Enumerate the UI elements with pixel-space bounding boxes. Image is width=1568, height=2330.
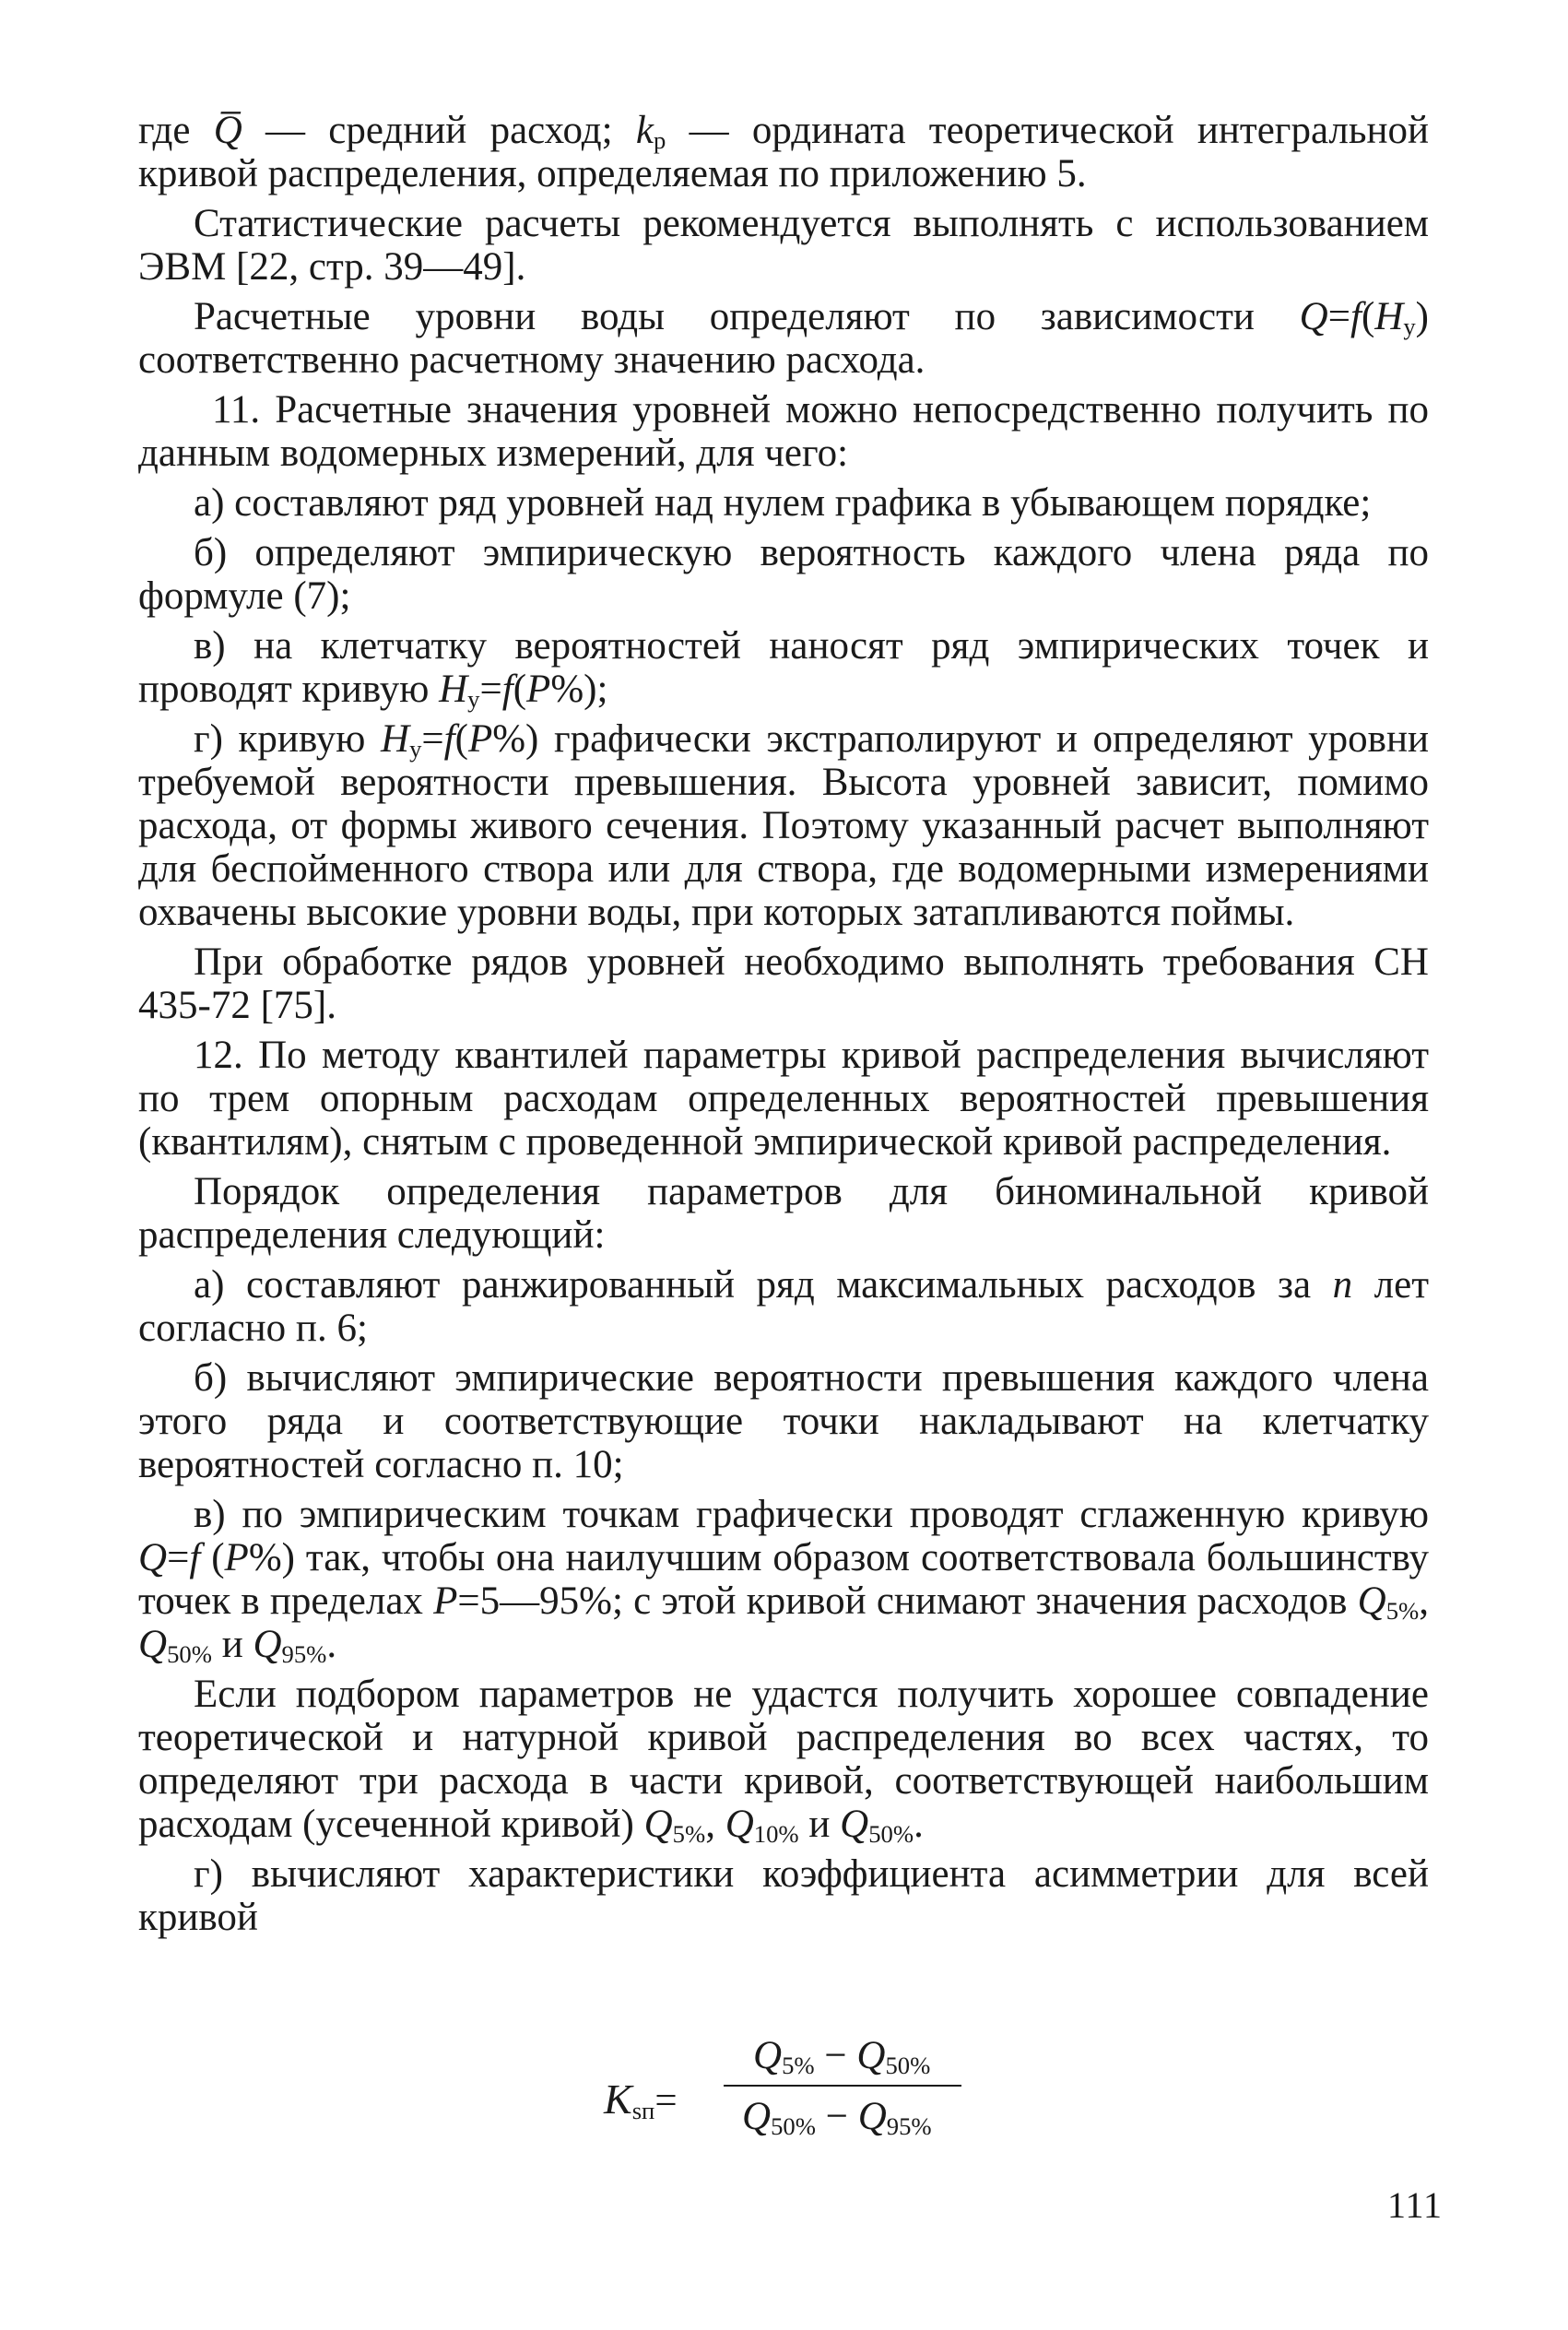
skewness-formula (604, 2033, 991, 2171)
paragraph-p11: Порядок определения параметров для биноминальной кривой распределения следующий: (138, 1170, 1429, 1257)
page-number: 111 (1387, 2184, 1444, 2226)
paragraph-p8: г) кривую $H_у=f(P\%)$ графически экстраполируют и определяют уровни требуемой вероятности превышения. Высота уровней зависит, помимо расхода, от формы живого сечения. Поэтому указанный расчет выполняют для беспойменного створа или для створа, где водомерными измерениями охвачены высокие уровни воды, при которых затапливаются поймы. (138, 717, 1429, 934)
paragraph-p10: 12. По методу квантилей параметры кривой распределения вычисляют по трем опорным расходам определенных вероятностей превышения (квантилям), снятым с проведенной эмпирической кривой распределения. (138, 1034, 1429, 1164)
paragraph-p3: Расчетные уровни воды определяют по зависимости $Q=f(H_у)$ соответственно расчетному значению расхода. (138, 295, 1429, 382)
formula-numerator: $Q_{5\%} - Q_{50\%}$ (753, 2034, 931, 2079)
formula-lhs: $K_{sп}=$ (604, 2076, 678, 2124)
formula-fraction-bar (724, 2085, 961, 2087)
paragraph-p4: 11. Расчетные значения уровней можно непосредственно получить по данным водомерных измерений, для чего: (138, 388, 1429, 475)
page-body (138, 109, 1429, 1946)
paragraph-p1: где Q̅ — средний расход; $k_р$ — ордината теоретической интегральной кривой распределения, определяемая по приложению 5. (138, 109, 1429, 195)
paragraph-p14: в) по эмпирическим точкам графически проводят сглаженную кривую Q=f (P%) так, чтобы она наилучшим образом соответствовала большинству точек в пределах P=5—95%; с этой кривой снимают значения расходов $Q_{5\%}$, $Q_{50\%}$ и $Q_{95\%}$. (138, 1493, 1429, 1668)
paragraph-p13: б) вычисляют эмпирические вероятности превышения каждого члена этого ряда и соответствующие точки накладывают на клетчатку вероятностей согласно п. 10; (138, 1356, 1429, 1486)
paragraph-p15: Если подбором параметров не удастся получить хорошее совпадение теоретической и натурной кривой распределения во всех частях, то определяют три расхода в части кривой, соответствующей наибольшим расходам (усеченной кривой) $Q_{5\%}$, $Q_{10\%}$ и $Q_{50\%}$. (138, 1673, 1429, 1848)
paragraph-p12: а) составляют ранжированный ряд максимальных расходов за n лет согласно п. 6; (138, 1263, 1429, 1350)
paragraph-p6: б) определяют эмпирическую вероятность каждого члена ряда по формуле (7); (138, 531, 1429, 618)
paragraph-p9: При обработке рядов уровней необходимо выполнять требования СН 435-72 [75]. (138, 940, 1429, 1027)
paragraph-p7: в) на клетчатку вероятностей наносят ряд эмпирических точек и проводят кривую $H_у=f(P\%)$; (138, 624, 1429, 713)
paragraph-p5: а) составляют ряд уровней над нулем графика в убывающем порядке; (194, 481, 1372, 525)
paragraph-p2: Статистические расчеты рекомендуется выполнять с использованием ЭВМ [22, стр. 39—49]. (138, 202, 1429, 289)
formula-denominator: $Q_{50\%} - Q_{95\%}$ (742, 2095, 932, 2140)
paragraph-p16: г) вычисляют характеристики коэффициента асимметрии для всей кривой (138, 1852, 1429, 1939)
